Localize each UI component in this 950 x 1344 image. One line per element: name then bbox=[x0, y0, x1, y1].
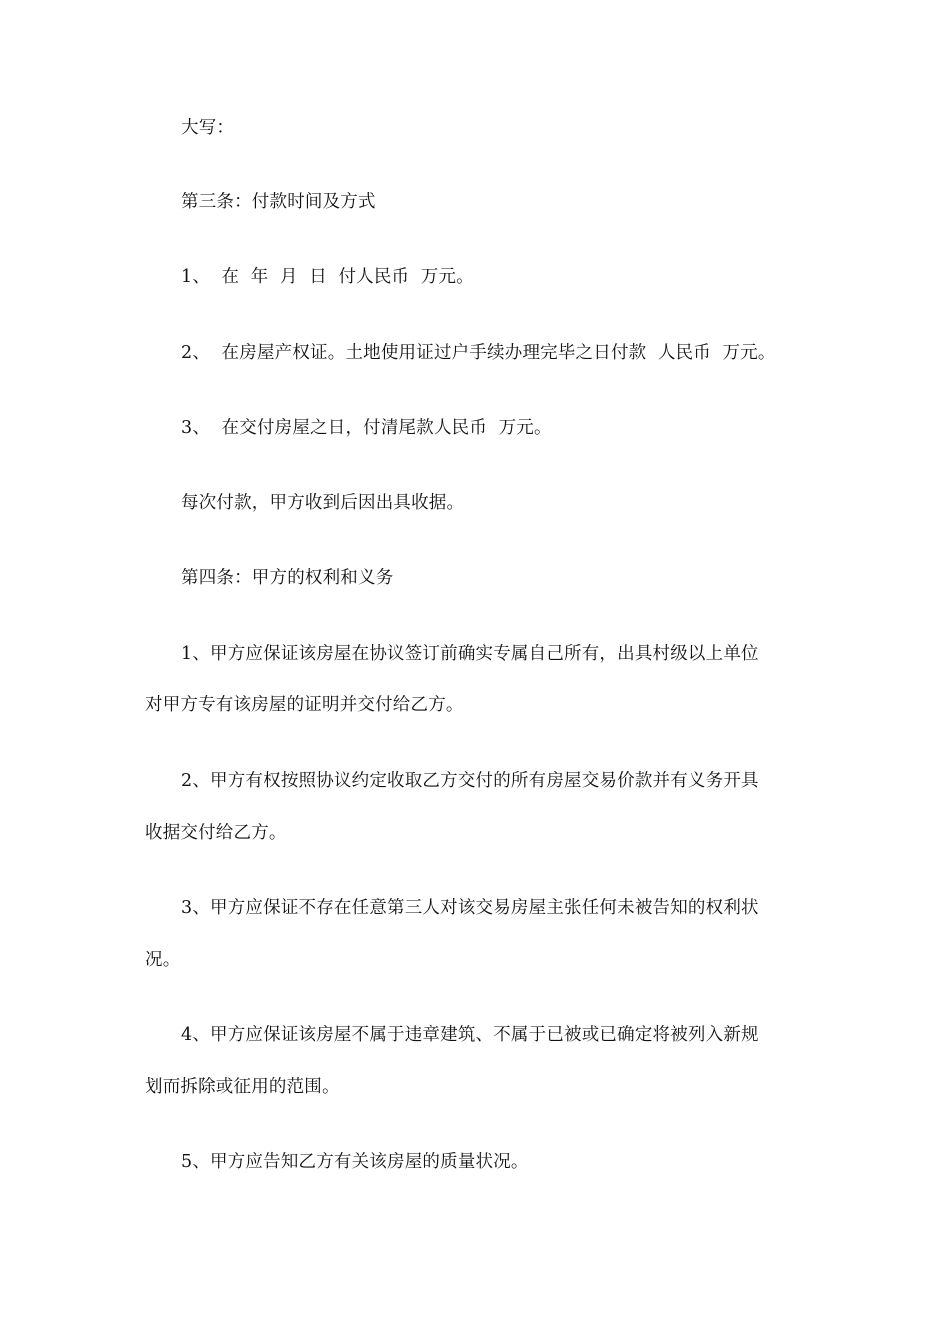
article-4-heading: 第四条：甲方的权利和义务 bbox=[181, 568, 394, 588]
party-a-duty-5: 5、甲方应告知乙方有关该房屋的质量状况。 bbox=[181, 1152, 529, 1172]
article-3-heading: 第三条：付款时间及方式 bbox=[181, 192, 376, 212]
party-a-duty-2-line-2: 收据交付给乙方。 bbox=[145, 823, 287, 843]
payment-clause-3: 3、 在交付房屋之日，付清尾款人民币 万元。 bbox=[181, 418, 552, 438]
party-a-duty-3-line-1: 3、甲方应保证不存在任意第三人对该交易房屋主张任何未被告知的权利状 bbox=[181, 898, 759, 918]
payment-clause-1: 1、 在 年 月 日 付人民币 万元。 bbox=[181, 267, 474, 287]
amount-in-words-label: 大写： bbox=[181, 118, 235, 138]
party-a-duty-2-line-1: 2、甲方有权按照协议约定收取乙方交付的所有房屋交易价款并有义务开具 bbox=[181, 771, 759, 791]
payment-clause-2: 2、 在房屋产权证。土地使用证过户手续办理完毕之日付款 人民币 万元。 bbox=[181, 343, 776, 363]
party-a-duty-3-line-2: 况。 bbox=[145, 950, 181, 970]
party-a-duty-1-line-2: 对甲方专有该房屋的证明并交付给乙方。 bbox=[145, 695, 464, 715]
party-a-duty-4-line-2: 划而拆除或征用的范围。 bbox=[145, 1077, 340, 1097]
party-a-duty-4-line-1: 4、甲方应保证该房屋不属于违章建筑、不属于已被或已确定将被列入新规 bbox=[181, 1025, 759, 1045]
party-a-duty-1-line-1: 1、甲方应保证该房屋在协议签订前确实专属自己所有，出具村级以上单位 bbox=[181, 644, 759, 664]
receipt-note: 每次付款，甲方收到后因出具收据。 bbox=[181, 493, 465, 513]
